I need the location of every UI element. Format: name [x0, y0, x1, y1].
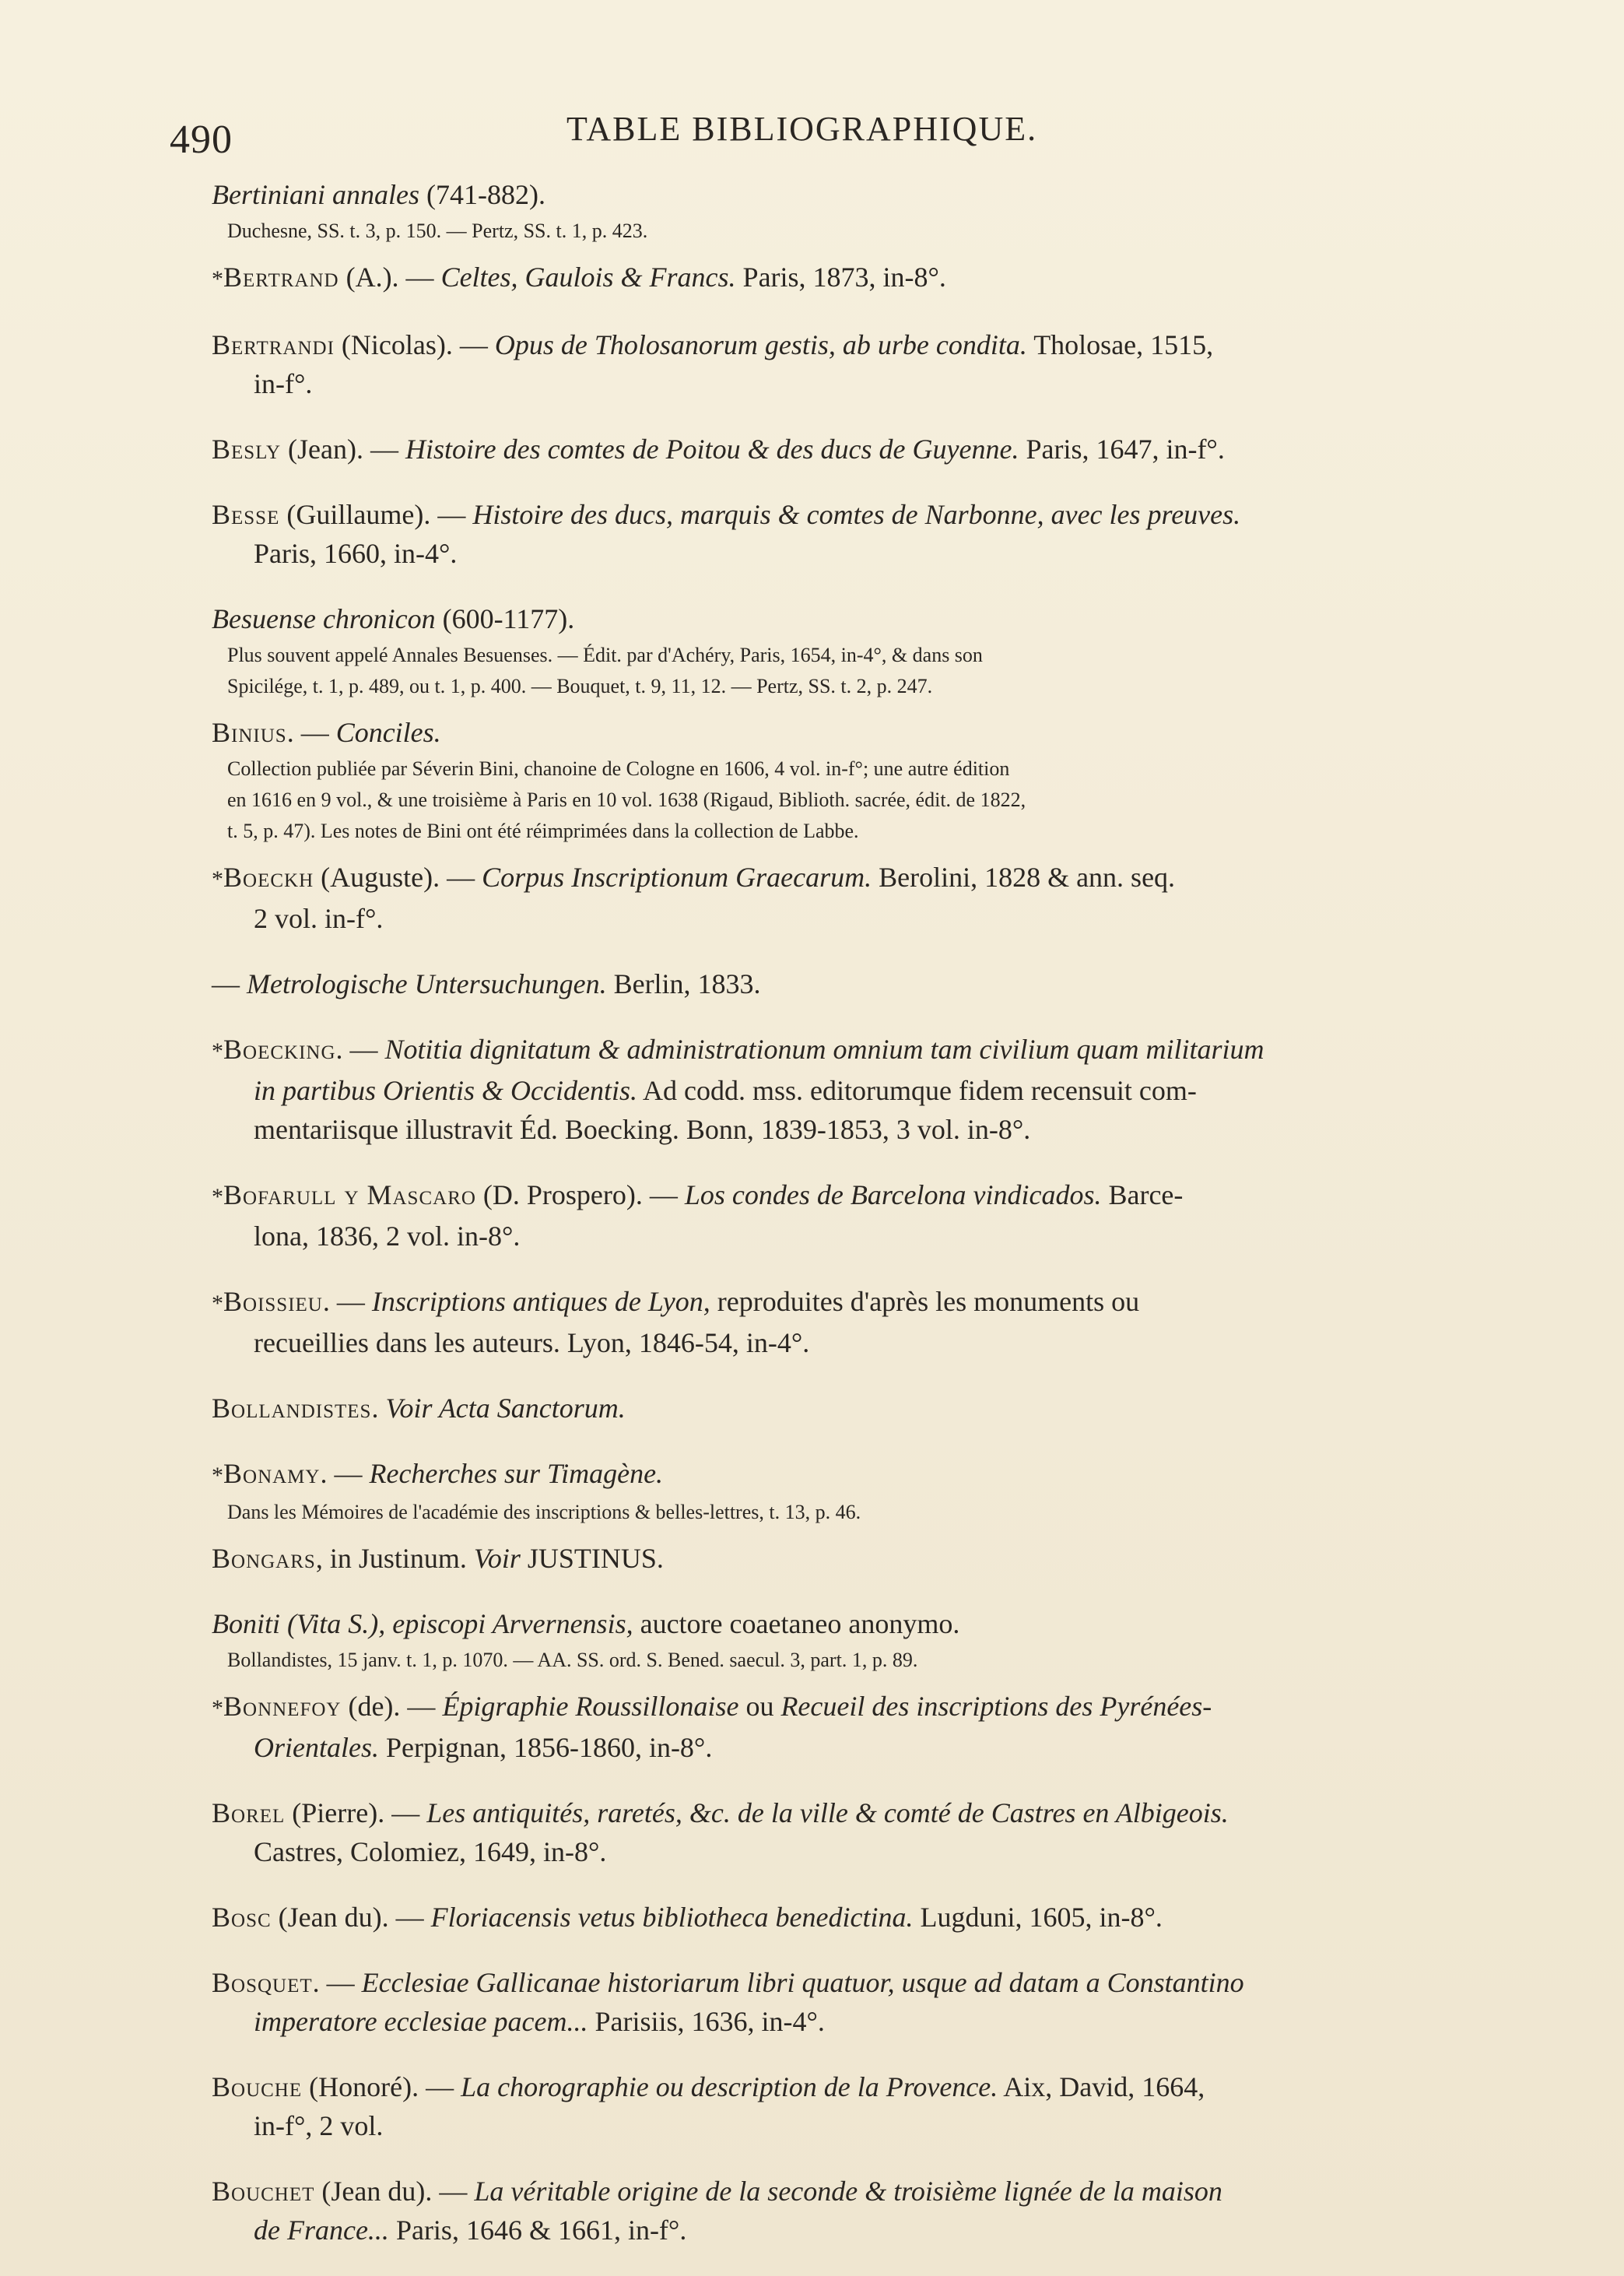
entry-title: Épigraphie Roussillonaise: [442, 1691, 739, 1722]
entry-note-line: Bollandistes, 15 janv. t. 1, p. 1070. — AA. SS. ord. S. Bened. saecul. 3, part. 1, p. 89.: [227, 1649, 918, 1671]
entry-title: Metrologische Untersuchungen.: [247, 968, 607, 999]
entry-author-rest: (Guillaume). —: [279, 499, 473, 530]
entry-continuation: [212, 2106, 1441, 2145]
entry-title-cont: in partibus Orientis & Occidentis.: [254, 1075, 637, 1106]
entry-note: [212, 753, 1441, 847]
entry-author-rest: (Honoré). —: [302, 2071, 461, 2102]
entry-rest: Paris, 1647, in-f°.: [1019, 434, 1225, 465]
entry-rest: Paris, 1873, in-8°.: [735, 262, 946, 293]
entry-author: Borel: [212, 1797, 286, 1828]
page-number: 490: [170, 118, 233, 162]
entry-author: Bonamy: [223, 1458, 321, 1489]
entry-author-rest: —: [212, 968, 247, 999]
entry-title: La chorographie ou description de la Provence.: [461, 2071, 998, 2102]
entry-title: Los condes de Barcelona vindicados.: [684, 1179, 1102, 1210]
entry-line: [212, 2172, 1441, 2211]
entry-title: Histoire des ducs, marquis & comtes de Narbonne, avec les preuves.: [472, 499, 1241, 530]
entry-boissieu: [212, 1282, 1441, 1362]
entry-line: [212, 2067, 1441, 2106]
entry-star: *: [212, 1291, 223, 1316]
entry-bollandistes: [212, 1389, 1441, 1428]
entry-title: Recherches sur Timagène.: [369, 1458, 664, 1489]
entry-line: [212, 858, 1441, 899]
entry-rest: auctore coaetaneo anonymo.: [633, 1608, 960, 1639]
entry-star: *: [212, 1463, 223, 1488]
entry-title: Boniti (Vita S.), episcopi Arvernensis,: [212, 1608, 633, 1639]
entry-continuation-text: Parisiis, 1636, in-4°.: [588, 2006, 825, 2037]
entry-line: [212, 1604, 1441, 1643]
entry-author: Besly: [212, 434, 282, 465]
entry-title: Opus de Tholosanorum gestis, ab urbe condita.: [494, 329, 1027, 360]
entry-line: [212, 1539, 1441, 1578]
entry-title: Voir Acta Sanctorum.: [385, 1393, 626, 1424]
entry-note-line: Dans les Mémoires de l'académie des inscriptions & belles-lettres, t. 13, p. 46.: [227, 1501, 861, 1523]
entry-author-rest: .: [371, 1393, 386, 1424]
entry-line: [212, 1963, 1441, 2002]
entry-author-rest: (Auguste). —: [314, 862, 482, 893]
entry-line: [212, 1793, 1441, 1832]
entry-borel: [212, 1793, 1441, 1871]
entry-title: Histoire des comtes de Poitou & des ducs de Guyenne.: [405, 434, 1019, 465]
running-title: TABLE BIBLIOGRAPHIQUE.: [566, 110, 1038, 148]
entry-star: *: [212, 1184, 223, 1210]
entry-rest: Berolini, 1828 & ann. seq.: [872, 862, 1176, 893]
entry-continuation: [212, 1323, 1441, 1362]
entry-title: Celtes, Gaulois & Francs.: [440, 262, 736, 293]
entry-line: [212, 430, 1441, 469]
entry-author: Bouchet: [212, 2176, 315, 2207]
entry-title: Bertiniani annales: [212, 179, 419, 210]
entry-note: [212, 1497, 1441, 1528]
bibliography-list: [212, 175, 1441, 2276]
entry-line: [212, 325, 1441, 364]
entry-line: [212, 1389, 1441, 1428]
entry-continuation-text: Perpignan, 1856-1860, in-8°.: [378, 1732, 713, 1763]
entry-bertrandi: [212, 325, 1441, 403]
entry-bosquet: [212, 1963, 1441, 2041]
entry-note-line: Spicilége, t. 1, p. 489, ou t. 1, p. 400. — Bouquet, t. 9, 11, 12. — Pertz, SS. t. 2, p. 247.: [227, 675, 933, 697]
entry-author-rest: . —: [320, 1458, 370, 1489]
entry-title: Notitia dignitatum & administrationum omnium tam civilium quam militarium: [384, 1034, 1264, 1065]
entry-rest: JUSTINUS.: [520, 1543, 664, 1574]
entry-author-rest: (A.). —: [338, 262, 441, 293]
entry-bosc: [212, 1898, 1441, 1937]
entry-continuation: [212, 1110, 1441, 1149]
entry-rest: Berlin, 1833.: [606, 968, 761, 999]
entry-star: *: [212, 266, 223, 292]
entry-title: Les antiquités, raretés, &c. de la ville & comté de Castres en Albigeois.: [426, 1797, 1229, 1828]
entry-title-cont: Recueil des inscriptions des Pyrénées-: [780, 1691, 1212, 1722]
entry-title-cont: imperatore ecclesiae pacem...: [254, 2006, 588, 2037]
entry-note: [212, 216, 1441, 247]
entry-author: Bertrand: [223, 262, 339, 293]
entry-author-rest: , in Justinum.: [315, 1543, 474, 1574]
entry-line: [212, 258, 1441, 299]
entry-continuation-text: in-f°.: [254, 368, 313, 399]
entry-author: Bollandistes: [212, 1393, 372, 1424]
entry-author-rest: (de). —: [341, 1691, 443, 1722]
entry-boeckh: [212, 858, 1441, 938]
entry-note-line: t. 5, p. 47). Les notes de Bini ont été réimprimées dans la collection de Labbe.: [227, 820, 859, 842]
entry-continuation: [212, 2211, 1441, 2250]
entry-line: [212, 1687, 1441, 1728]
entry-author: Binius: [212, 717, 287, 748]
entry-continuation: [212, 364, 1441, 403]
entry-rest: (741-882).: [419, 179, 545, 210]
entry-line: [212, 1454, 1441, 1495]
entry-note-line: en 1616 en 9 vol., & une troisième à Paris en 10 vol. 1638 (Rigaud, Biblioth. sacrée, édit. de 1822,: [227, 789, 1026, 811]
entry-rest: reproduites d'après les monuments ou: [710, 1286, 1140, 1317]
entry-continuation-text: Ad codd. mss. editorumque fidem recensuit com-: [637, 1075, 1197, 1106]
entry-author: Bouche: [212, 2071, 303, 2102]
entry-title: Ecclesiae Gallicanae historiarum libri quatuor, usque ad datam a Constantino: [361, 1967, 1244, 1998]
entry-bertrand: [212, 258, 1441, 299]
entry-besly: [212, 430, 1441, 469]
entry-line: [212, 1898, 1441, 1937]
entry-line: [212, 964, 1441, 1003]
entry-author: Bosquet: [212, 1967, 313, 1998]
entry-besuense: [212, 599, 1441, 702]
entry-continuation: [212, 1071, 1441, 1110]
entry-title: La véritable origine de la seconde & troisième lignée de la maison: [474, 2176, 1222, 2207]
entry-continuation-text: Paris, 1646 & 1661, in-f°.: [388, 2215, 687, 2246]
entry-continuation: [212, 2002, 1441, 2041]
entry-continuation: [212, 1728, 1441, 1767]
entry-author-rest: (Jean du). —: [271, 1902, 431, 1933]
entry-continuation: [212, 1832, 1441, 1871]
entry-author: Boecking: [223, 1034, 336, 1065]
entry-continuation-text: recueillies dans les auteurs. Lyon, 1846-54, in-4°.: [254, 1327, 810, 1358]
entry-continuation: [212, 1217, 1441, 1256]
entry-star: *: [212, 1038, 223, 1064]
entry-line: [212, 713, 1441, 752]
entry-rest: Barce-: [1101, 1179, 1184, 1210]
entry-bongars: [212, 1539, 1441, 1578]
entry-line: [212, 1030, 1441, 1071]
entry-author: Boeckh: [223, 862, 314, 893]
entry-title: Voir: [473, 1543, 521, 1574]
entry-note-line: Collection publiée par Séverin Bini, chanoine de Cologne en 1606, 4 vol. in-f°; une autre édition: [227, 757, 1010, 780]
entry-title: Besuense chronicon: [212, 603, 436, 634]
entry-rest: (600-1177).: [435, 603, 575, 634]
entry-title: Inscriptions antiques de Lyon,: [371, 1286, 710, 1317]
entry-author-rest: (Jean du). —: [314, 2176, 475, 2207]
entry-author-rest: (D. Prospero). —: [475, 1179, 685, 1210]
entry-author: Bonnefoy: [223, 1691, 342, 1722]
entry-continuation: [212, 534, 1441, 573]
entry-line: [212, 599, 1441, 638]
entry-author-rest: (Jean). —: [281, 434, 405, 465]
entry-author: Bosc: [212, 1902, 272, 1933]
entry-title-cont: Orientales.: [254, 1732, 379, 1763]
entry-author-rest: . —: [335, 1034, 385, 1065]
entry-continuation-text: in-f°, 2 vol.: [254, 2110, 384, 2141]
entry-star: *: [212, 866, 223, 892]
entry-continuation-text: mentariisque illustravit Éd. Boecking. Bonn, 1839-1853, 3 vol. in-8°.: [254, 1114, 1031, 1145]
entry-bonnefoy: [212, 1687, 1441, 1767]
entry-author-rest: . —: [312, 1967, 362, 1998]
entry-binius: [212, 713, 1441, 847]
entry-rest: Tholosae, 1515,: [1026, 329, 1214, 360]
entry-author: Bongars: [212, 1543, 316, 1574]
entry-author: Boissieu: [223, 1286, 323, 1317]
entry-continuation-text: lona, 1836, 2 vol. in-8°.: [254, 1221, 521, 1252]
entry-continuation-text: Castres, Colomiez, 1649, in-8°.: [254, 1836, 607, 1867]
entry-continuation: [212, 899, 1441, 938]
entry-besse: [212, 495, 1441, 573]
entry-author: Bertrandi: [212, 329, 335, 360]
entry-note: [212, 1645, 1441, 1676]
entry-author: Besse: [212, 499, 280, 530]
entry-author-rest: . —: [286, 717, 336, 748]
entry-rest: ou: [738, 1691, 781, 1722]
entry-line: [212, 1282, 1441, 1323]
entry-continuation-text: 2 vol. in-f°.: [254, 903, 384, 934]
entry-boecking: [212, 1030, 1441, 1149]
entry-continuation-text: Paris, 1660, in-4°.: [254, 538, 458, 569]
entry-bonamy: [212, 1454, 1441, 1528]
entry-author-rest: (Nicolas). —: [334, 329, 495, 360]
entry-rest: Lugduni, 1605, in-8°.: [913, 1902, 1163, 1933]
entry-line: [212, 1175, 1441, 1217]
entry-author-rest: . —: [322, 1286, 372, 1317]
entry-boniti: [212, 1604, 1441, 1676]
entry-author-rest: (Pierre). —: [285, 1797, 427, 1828]
entry-note-line: Duchesne, SS. t. 3, p. 150. — Pertz, SS. t. 1, p. 423.: [227, 220, 648, 242]
entry-bertiniani: [212, 175, 1441, 247]
entry-title-cont: de France...: [254, 2215, 389, 2246]
entry-bouche: [212, 2067, 1441, 2145]
entry-title: Floriacensis vetus bibliotheca benedictina.: [430, 1902, 914, 1933]
entry-title: Conciles.: [335, 717, 441, 748]
entry-bouchet: [212, 2172, 1441, 2250]
entry-note: [212, 640, 1441, 702]
entry-title: Corpus Inscriptionum Graecarum.: [482, 862, 872, 893]
entry-author: Bofarull y Mascaro: [223, 1179, 476, 1210]
entry-line: [212, 495, 1441, 534]
entry-note-line: Plus souvent appelé Annales Besuenses. — Édit. par d'Achéry, Paris, 1654, in-4°, & dans son: [227, 644, 983, 666]
entry-line: [212, 175, 1441, 214]
entry-boeckh2: [212, 964, 1441, 1003]
entry-star: *: [212, 1695, 223, 1721]
entry-rest: Aix, David, 1664,: [998, 2071, 1205, 2102]
entry-bofarull: [212, 1175, 1441, 1256]
